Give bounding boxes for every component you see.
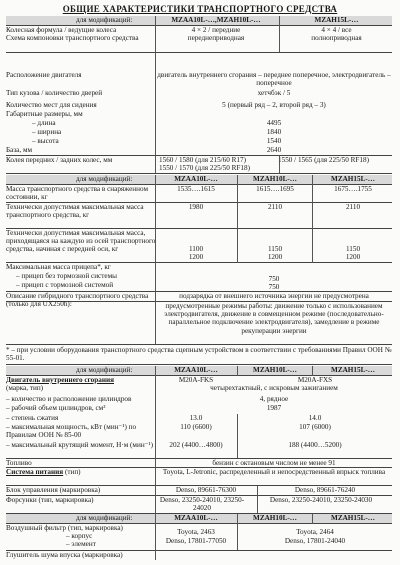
- length-label: – длина: [32, 119, 56, 127]
- track-value-1: 1560 / 1580 (для 215/60 R17): [159, 156, 247, 164]
- fuel-value: бензин с октановым числом не менее 91: [212, 459, 336, 467]
- track-value-1b: 1550 / 1570 (для 225/50 RF18): [159, 164, 251, 172]
- drive-layout-row: [6, 26, 392, 53]
- fuel-supply-heading-sub: (тип): [64, 468, 81, 476]
- modifications-header-row-2: [6, 175, 392, 185]
- length-row: [6, 119, 392, 128]
- modification-col-2: MZAH10L-…: [253, 514, 297, 522]
- axle-mass-row: [6, 229, 392, 263]
- table-rule: [312, 366, 313, 376]
- cylinders-label: – количество и расположение цилиндров: [6, 395, 132, 403]
- modifications-label: для модификаций:: [76, 366, 133, 374]
- compression-label: – степень сжатия: [6, 414, 59, 422]
- displacement-value: 1987: [266, 404, 282, 412]
- max-mass-value-3: 2110: [345, 203, 361, 211]
- air-filter-element-label: – элемент: [66, 540, 96, 548]
- injectors-value-1: Denso, 23250-24010, 23250-24020: [159, 496, 245, 513]
- track-value-2: 1550 / 1565 (для 225/50 RF18): [278, 156, 370, 164]
- hybrid-modes-value: предусмотренные режимы работы: движение только с использованием электродвигателя, движение в совмещенном режиме (последовательно-параллельное подключение электродвигателя), замедление в режиме рекуперации энергии: [164, 302, 384, 335]
- axle-mass-rear-2: 1200: [267, 253, 283, 261]
- ecu-value-2: Denso, 89661-76240: [294, 486, 356, 494]
- engine-position-row: [6, 71, 392, 88]
- air-filter-housing-2: Toyota, 2464: [296, 528, 334, 536]
- air-filter-housing-label: – корпус: [66, 532, 93, 540]
- engine-model-2: M20A-FXS: [297, 376, 333, 384]
- table-rule: [155, 175, 156, 344]
- layout-label: Схема компоновки транспортного средства: [6, 34, 139, 42]
- body-type-label: Тип кузова / количество дверей: [6, 89, 103, 97]
- axle-mass-front-1: 1100: [188, 245, 204, 253]
- modification-col-1: MZAA10L-…,MZAH10L-…: [171, 16, 261, 24]
- fuel-supply-heading: Система питания: [6, 468, 64, 476]
- wheelbase-value: 2640: [266, 146, 282, 154]
- width-row: [6, 128, 392, 137]
- drive-label: Колесная формула / ведущие колеса: [6, 26, 117, 34]
- wheelbase-label: База, мм: [6, 146, 33, 154]
- air-filter-element-2: Denso, 17801-24040: [284, 537, 346, 545]
- air-filter-element-1: Denso, 17801-77050: [165, 537, 227, 545]
- trailer-nobrake-value: 750: [268, 275, 280, 283]
- layout-value-1: переднеприводная: [187, 34, 245, 42]
- body-type-row: [6, 89, 392, 98]
- track-row: [6, 156, 392, 174]
- modification-col-2: MZAH15L-…: [314, 16, 359, 24]
- cylinders-row: [6, 395, 392, 404]
- axle-mass-front-2: 1150: [267, 245, 283, 253]
- table-rule: [279, 156, 280, 173]
- seats-value: 5 (первый ряд – 2, второй ряд – 3): [222, 101, 326, 109]
- hybrid-description-label: Описание гибридного транспортного средства (только для UX250h):: [6, 292, 149, 309]
- table-rule: [155, 366, 156, 560]
- engine-heading: Двигатель внутреннего сгорания: [6, 376, 114, 384]
- compression-value-1: 13.0: [189, 414, 203, 422]
- trailer-brake-label: – прицеп с тормозной системой: [16, 281, 114, 289]
- curb-mass-value-3: 1675….1755: [334, 185, 372, 193]
- intake-silencer-label: Глушитель шума впуска (маркировка): [6, 551, 123, 559]
- air-filter-row: [6, 524, 392, 551]
- fuel-row: [6, 459, 392, 468]
- drive-value-1: 4 × 2 / передние: [191, 26, 241, 34]
- body-type-value: хетчбэк / 5: [257, 89, 291, 97]
- injectors-value-2: Denso, 23250-24010, 23250-24030: [269, 496, 373, 504]
- seats-row: [6, 101, 392, 110]
- displacement-label: – рабочий объем цилиндров, см³: [6, 404, 106, 412]
- modifications-header-row-3: [6, 366, 392, 376]
- axle-mass-front-3: 1150: [345, 245, 361, 253]
- trailer-brake-row: [6, 281, 392, 292]
- axle-mass-rear-3: 1200: [345, 253, 361, 261]
- compression-row: [6, 414, 392, 423]
- power-row: [6, 423, 392, 440]
- compression-value-2: 14.0: [308, 414, 322, 422]
- modifications-header-row: [6, 16, 392, 26]
- modification-col-3: MZAH15L-…: [331, 514, 375, 522]
- table-rule: [279, 26, 280, 52]
- axle-mass-label: Технически допустимая максимальная масса, приходящаяся на каждую из осей транспортного средства, начиная с передней оси, кг: [6, 229, 156, 254]
- power-value-2: 107 (6000): [299, 423, 331, 431]
- track-label: Колея передних / задних колес, мм: [6, 156, 113, 164]
- table-rule: [237, 366, 238, 376]
- displacement-row: [6, 404, 392, 413]
- page-title: ОБЩИЕ ХАРАКТЕРИСТИКИ ТРАНСПОРТНОГО СРЕДСТВА: [62, 4, 338, 14]
- trailer-footnote: * – при условии оборудования транспортного средства сцепным устройством в соответствии с требованиями Правил ООН № 55-01.: [6, 346, 392, 365]
- modification-col-3: MZAH15L-…: [331, 366, 375, 374]
- modification-col-2: MZAH10L-…: [253, 175, 297, 183]
- engine-heading-sub: (марка, тип): [6, 384, 44, 392]
- height-row: [6, 137, 392, 146]
- fuel-supply-row: [6, 468, 392, 486]
- width-label: – ширина: [32, 128, 62, 136]
- modifications-header-row-4: [6, 514, 392, 524]
- trailer-nobrake-row: [6, 272, 392, 281]
- dimensions-row: [6, 110, 392, 119]
- cylinders-value: 4, рядное: [259, 395, 289, 403]
- height-label: – высота: [32, 137, 59, 145]
- table-rule: [312, 175, 313, 263]
- table-rule: [155, 16, 156, 173]
- wheelbase-row: [6, 146, 392, 156]
- max-mass-value-2: 2110: [267, 203, 283, 211]
- table-rule: [257, 486, 258, 513]
- curb-mass-value-1: 1535….1615: [177, 185, 215, 193]
- engine-model-1: M20A-FKS: [178, 376, 214, 384]
- drive-value-2: 4 × 4 / все: [321, 26, 352, 34]
- width-value: 1840: [266, 128, 282, 136]
- power-label: – максимальная мощность, кВт (мин⁻¹) по Правилам ООН № 85-00: [6, 423, 137, 440]
- air-filter-label: Воздушный фильтр (тип, маркировка): [6, 524, 123, 532]
- hybrid-charging-value: подзарядка от внешнего источника энергии не предусмотрена: [179, 292, 369, 300]
- modification-col-2: MZAH10L-…: [253, 366, 297, 374]
- max-mass-row: [6, 203, 392, 229]
- trailer-mass-label: Максимальная масса прицепа*, кг: [6, 263, 111, 271]
- engine-position-value: двигатель внутреннего сгорания – переднее поперечное, электродвигатель – поперечное: [157, 71, 391, 88]
- modification-col-1: MZAA10L-…: [174, 366, 218, 374]
- modification-col-1: MZAA10L-…: [174, 514, 218, 522]
- dimensions-label: Габаритные размеры, мм: [6, 110, 83, 118]
- air-filter-housing-1: Toyota, 2463: [177, 528, 215, 536]
- length-value: 4495: [266, 119, 282, 127]
- max-mass-label: Технически допустимая максимальная масса транспортного средства, кг: [6, 203, 144, 220]
- engine-position-label: Расположение двигателя: [6, 71, 82, 79]
- fuel-supply-value: Toyota, L-Jetronic, распределенный и непосредственный впрыск топлива: [162, 468, 386, 476]
- modification-col-3: MZAH15L-…: [331, 175, 375, 183]
- modifications-label: для модификаций:: [76, 16, 133, 24]
- ecu-value-1: Denso, 89661-76300: [175, 486, 237, 494]
- torque-value-2: 188 (4400…5200): [288, 441, 342, 449]
- engine-type-value: четырехтактный, с искровым зажиганием: [210, 384, 338, 392]
- max-mass-value-1: 1980: [188, 203, 204, 211]
- table-rule: [312, 514, 313, 524]
- modifications-label: для модификаций:: [76, 514, 133, 522]
- table-rule: [237, 175, 238, 263]
- axle-mass-rear-1: 1200: [188, 253, 204, 261]
- seats-label: Количество мест для сидения: [6, 101, 97, 109]
- table-rule: [237, 514, 238, 550]
- power-value-1: 110 (6600): [180, 423, 212, 431]
- injectors-label: Форсунки (тип, маркировка): [6, 496, 94, 504]
- torque-value-1: 202 (4400…4800): [169, 441, 223, 449]
- torque-label: – максимальный крутящий момент, Н·м (мин⁻¹): [6, 441, 154, 449]
- injectors-row: [6, 496, 392, 514]
- engine-row: [6, 376, 392, 393]
- curb-mass-label: Масса транспортного средства в снаряженном состоянии, кг: [6, 185, 148, 202]
- curb-mass-row: [6, 185, 392, 203]
- fuel-label: Топливо: [6, 459, 32, 467]
- table-rule: [279, 16, 280, 26]
- trailer-mass-row: [6, 263, 392, 272]
- trailer-nobrake-label: – прицеп без тормозной системы: [16, 272, 117, 280]
- ecu-row: [6, 486, 392, 496]
- curb-mass-value-2: 1615….1695: [256, 185, 294, 193]
- trailer-brake-value: 750: [268, 283, 280, 291]
- modifications-label: для модификаций:: [76, 175, 133, 183]
- table-rule: [237, 414, 238, 458]
- ecu-label: Блок управления (маркировка): [6, 486, 101, 494]
- height-value: 1540: [266, 137, 282, 145]
- torque-row: [6, 441, 392, 459]
- modification-col-1: MZAA10L-…: [174, 175, 218, 183]
- layout-value-2: полноприводная: [311, 34, 362, 42]
- intake-silencer-row: [6, 551, 392, 560]
- fuel-supply-heading-wrap: [6, 468, 156, 476]
